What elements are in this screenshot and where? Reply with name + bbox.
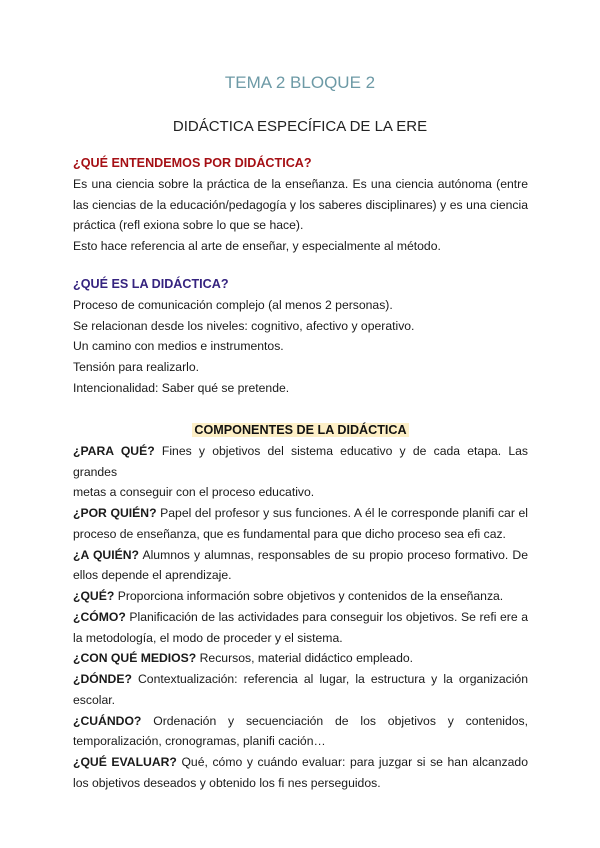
component-item (73, 648, 528, 669)
component-text: Fines y objetivos del sistema educativo y de cada etapa. Las grandes (73, 443, 528, 479)
component-item (73, 503, 528, 524)
component-text-continued: escolar. (73, 692, 116, 707)
component-text: Qué, cómo y cuándo evaluar: para juzgar si se han alcanzado (181, 755, 528, 769)
component-text: Proporciona información sobre objetivos y contenidos de la enseñanza. (117, 589, 504, 603)
highlighted-heading: COMPONENTES DE LA DIDÁCTICA (194, 423, 407, 437)
component-item (73, 669, 528, 690)
paragraph-line: Esto hace referencia al arte de enseñar, y especialmente al método. (73, 239, 441, 253)
component-item (73, 607, 528, 628)
section-componentes (73, 420, 528, 794)
paragraph-line: Tensión para realizarlo. (73, 360, 200, 374)
component-item (73, 711, 528, 732)
component-label: ¿QUÉ? (73, 589, 115, 603)
component-text-continued: temporalización, cronogramas, planifi cación… (73, 734, 326, 749)
component-label: ¿POR QUIÉN? (73, 506, 157, 520)
component-text-continued: los objetivos deseados y obtenido los fi nes perseguidos. (73, 775, 381, 790)
paragraph-line: práctica (refl exiona sobre lo que se hace). (73, 218, 304, 233)
section-heading: ¿QUÉ ES LA DIDÁCTICA? (73, 277, 229, 291)
paragraph-line: Proceso de comunicación complejo (al menos 2 personas). (73, 297, 393, 312)
section-heading: ¿QUÉ ENTENDEMOS POR DIDÁCTICA? (73, 156, 312, 170)
component-text: Papel del profesor y sus funciones. A él le corresponde planifi car el (160, 506, 528, 520)
document-title: TEMA 2 BLOQUE 2 (224, 73, 376, 92)
component-label: ¿CÓMO? (73, 609, 126, 624)
component-item (73, 545, 528, 566)
section-que-es (73, 274, 528, 399)
component-item (73, 752, 528, 773)
paragraph-line: Intencionalidad: Saber qué se pretende. (73, 380, 290, 395)
component-label: ¿CUÁNDO? (73, 713, 142, 728)
component-text: Contextualización: referencia al lugar, la estructura y la organización (137, 672, 528, 686)
paragraph-line: las ciencias de la educación/pedagogía y los saberes disciplinares) y es una ciencia (73, 197, 528, 212)
component-label: ¿CON QUÉ MEDIOS? (73, 651, 197, 666)
component-text-continued: ellos depende el aprendizaje. (73, 568, 232, 583)
component-label: ¿PARA QUÉ? (73, 443, 155, 458)
component-text: Alumnos y alumnas, responsables de su propio proceso formativo. De (142, 547, 528, 562)
component-text-continued: metas a conseguir con el proceso educativo. (73, 485, 315, 500)
paragraph-line: Un camino con medios e instrumentos. (73, 339, 284, 354)
component-label: ¿QUÉ EVALUAR? (73, 755, 177, 769)
component-item (73, 586, 528, 607)
component-text-continued: la metodología, el modo de proceder y el sistema. (73, 630, 343, 645)
section-heading (73, 420, 528, 441)
component-label: ¿A QUIÉN? (73, 547, 139, 562)
section-que-entendemos (73, 153, 528, 257)
component-text: Planificación de las actividades para conseguir los objetivos. Se refi ere a (129, 609, 528, 624)
paragraph-line: Es una ciencia sobre la práctica de la enseñanza. Es una ciencia autónoma (entre (73, 176, 528, 191)
document-subtitle: DIDÁCTICA ESPECÍFICA DE LA ERE (172, 118, 428, 135)
component-text-continued: proceso de enseñanza, que es fundamental para que dicho proceso sea efi caz. (73, 526, 506, 541)
component-text: Ordenación y secuenciación de los objetivos y contenidos, (153, 713, 528, 728)
component-text: Recursos, material didáctico empleado. (199, 651, 414, 666)
component-item (73, 441, 528, 483)
component-label: ¿DÓNDE? (73, 672, 132, 686)
paragraph-line: Se relacionan desde los niveles: cognitivo, afectivo y operativo. (73, 318, 415, 333)
